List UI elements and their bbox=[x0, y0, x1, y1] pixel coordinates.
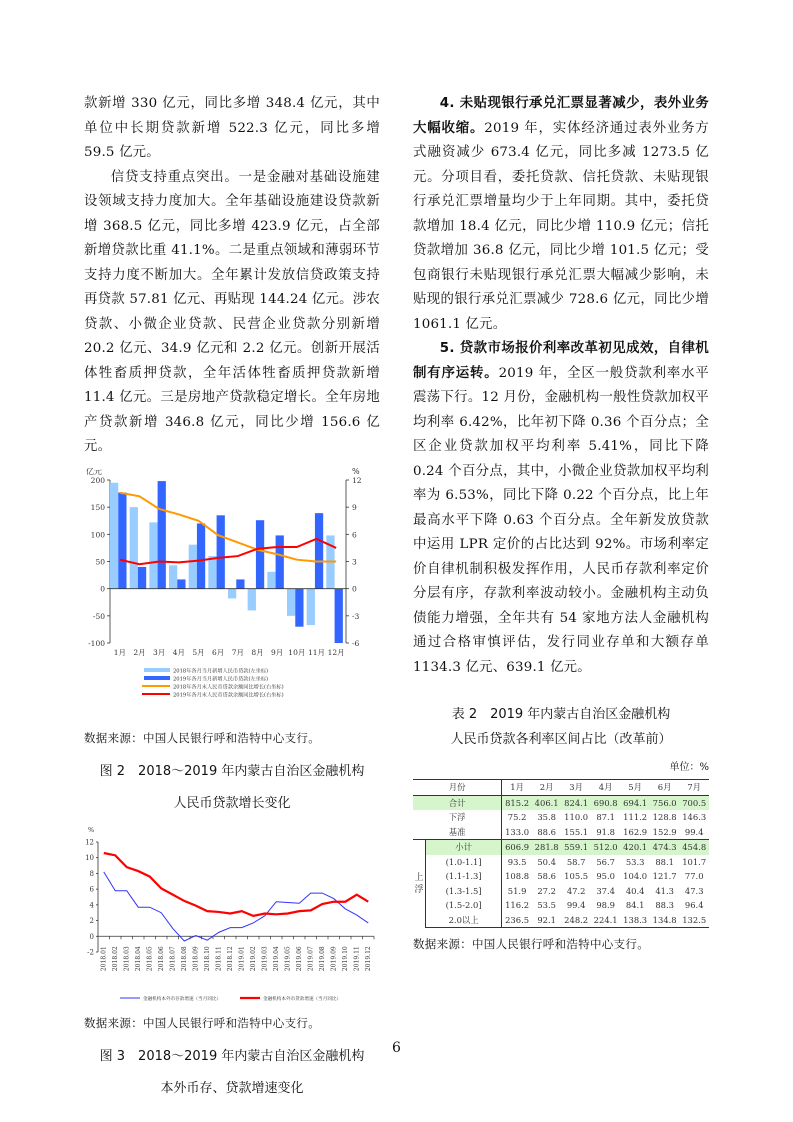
header-cell: 7月 bbox=[679, 780, 709, 796]
table-cell: 35.8 bbox=[537, 812, 556, 823]
table-cell: 98.9 bbox=[596, 900, 615, 911]
x-axis-tick: 2019.12 bbox=[365, 945, 373, 971]
table-cell: 99.4 bbox=[684, 826, 704, 837]
bar bbox=[267, 571, 275, 588]
row-label: (1.5-2.0] bbox=[426, 898, 502, 913]
table-cell: 58.6 bbox=[537, 871, 556, 882]
section5-paragraph bbox=[413, 337, 709, 680]
figure2-caption-line1: 图 2 2018～2019 年内蒙古自治区金融机构 bbox=[99, 763, 365, 779]
table2-caption-line1: 表 2 2019 年内蒙古自治区金融机构 bbox=[451, 707, 671, 722]
table-cell: 606.9 bbox=[502, 840, 532, 855]
table-cell: 236.5 bbox=[502, 913, 532, 928]
table-cell: 96.4 bbox=[684, 900, 704, 911]
right-axis-tick: -6 bbox=[352, 638, 360, 648]
table-cell: 559.1 bbox=[561, 840, 591, 855]
legend-label: 2018年各月末人民币贷款余额同比增长(右坐标) bbox=[173, 684, 284, 690]
table-cell: 75.2 bbox=[507, 812, 527, 823]
x-axis-tick: 2018.02 bbox=[112, 945, 120, 971]
table-cell: 105.5 bbox=[564, 871, 589, 882]
right-axis-tick: -3 bbox=[352, 611, 360, 621]
table-cell: 41.3 bbox=[655, 885, 674, 896]
x-axis-tick: 2018.06 bbox=[158, 945, 166, 971]
table-row bbox=[413, 810, 709, 825]
table-cell: 454.8 bbox=[679, 840, 709, 855]
x-axis-tick: 2018.10 bbox=[204, 945, 212, 971]
bar bbox=[276, 535, 284, 588]
table-cell: 152.9 bbox=[652, 826, 677, 837]
table-cell: 474.3 bbox=[650, 840, 680, 855]
x-axis-tick: 1月 bbox=[113, 647, 126, 657]
bar bbox=[256, 520, 264, 588]
table-cell: 108.8 bbox=[505, 871, 530, 882]
table-cell: 77.0 bbox=[684, 871, 704, 882]
table-cell: 47.3 bbox=[684, 885, 704, 896]
header-cell-month: 月份 bbox=[413, 780, 502, 796]
header-cell: 5月 bbox=[620, 780, 650, 796]
legend-label: 2019年各月末人民币贷款余额同比增长(右坐标) bbox=[173, 692, 284, 698]
section5-heading: 5. 贷款市场报价利率改革初见成效，自律机制有序运转。 bbox=[413, 341, 709, 381]
table-row bbox=[413, 825, 709, 840]
left-axis-tick: 50 bbox=[95, 557, 105, 566]
header-cell: 1月 bbox=[502, 780, 532, 796]
bar bbox=[208, 556, 216, 589]
table-row bbox=[413, 898, 709, 913]
section4-body: 2019 年，实体经济通过表外业务方式融资减少 673.4 亿元，同比多减 1273.5 亿元。分项目看，委托贷款、信托贷款、未贴现银行承兑汇票增量均少于上年同期。其中，委托贷款增加 18.4 亿元，同比少增 110.9 亿元；信托贷款增加 36.8 亿元，同比少增 101.5 亿元；受包商银行未贴现银行承兑汇票大幅减少影响，未贴现的银行承兑汇票减少 728.6 亿元，同比少增 1061.1 亿元。 bbox=[413, 120, 709, 332]
bar bbox=[197, 523, 205, 588]
line-series bbox=[104, 853, 369, 916]
interest-rate-table bbox=[413, 779, 709, 928]
bar bbox=[248, 588, 256, 610]
x-axis-tick: 10月 bbox=[288, 647, 306, 657]
x-axis-tick: 2019.10 bbox=[342, 945, 350, 971]
bar bbox=[149, 522, 157, 588]
y-axis-tick: 4 bbox=[89, 900, 94, 909]
bar bbox=[138, 566, 146, 588]
table-cell: 110.0 bbox=[564, 812, 589, 823]
table-cell: 53.5 bbox=[537, 900, 556, 911]
x-axis-tick: 2018.03 bbox=[123, 945, 131, 971]
table-cell: 88.6 bbox=[537, 826, 556, 837]
table-row bbox=[413, 840, 709, 855]
bar bbox=[236, 579, 244, 588]
bar bbox=[217, 515, 225, 588]
table-cell: 132.5 bbox=[679, 913, 709, 928]
x-axis-tick: 11月 bbox=[307, 647, 326, 657]
x-axis-tick: 2018.12 bbox=[227, 945, 235, 971]
bar bbox=[287, 588, 295, 615]
x-axis-tick: 2019.11 bbox=[353, 945, 361, 971]
table-cell: 146.3 bbox=[682, 812, 707, 823]
legend-label: 2018年各月当月新增人民币贷款(左坐标) bbox=[173, 668, 269, 674]
table-cell: 690.8 bbox=[591, 795, 621, 810]
table-cell: 27.2 bbox=[537, 885, 556, 896]
header-cell: 6月 bbox=[650, 780, 680, 796]
right-axis-unit: % bbox=[352, 467, 360, 476]
x-axis-tick: 12月 bbox=[327, 647, 345, 657]
table2-block bbox=[413, 702, 709, 952]
table-cell: 162.9 bbox=[623, 826, 648, 837]
section5-body: 2019 年，全区一般贷款利率水平震荡下行。12 月份，金融机构一般性贷款加权平均利率 6.42%，比年初下降 0.36 个百分点；全区企业贷款加权平均利率 5.41%，同比下降 0.24 个百分点，其中，小微企业贷款加权平均利率为 6.53%，同比下降 0.22 个百分点，比上年最高水平下降 0.63 个百分点。全年新发放贷款中运用 LPR 定价的占比达到 92%。市场利率定价自律机制积极发挥作用，人民币存款利率定价分层有序，存款利率波动较小。金融机构主动负债能力增强，全年共有 54 家地方法人金融机构通过合格审慎评估，发行同业存单和大额存单 1134.3 亿元、639.1 亿元。 bbox=[413, 365, 710, 675]
page-number: 6 bbox=[392, 1040, 401, 1056]
table-row bbox=[413, 795, 709, 810]
figure3-caption-line1: 图 3 2018～2019 年内蒙古自治区金融机构 bbox=[99, 1048, 365, 1064]
figure2-source: 数据来源：中国人民银行呼和浩特中心支行。 bbox=[84, 730, 320, 745]
table-cell: 224.1 bbox=[591, 913, 621, 928]
x-axis-tick: 2018.05 bbox=[146, 945, 154, 971]
table-row bbox=[413, 869, 709, 884]
table-cell: 155.1 bbox=[564, 826, 589, 837]
table-row bbox=[413, 855, 709, 870]
table-cell: 37.4 bbox=[596, 885, 615, 896]
table-cell: 815.2 bbox=[502, 795, 532, 810]
left-axis-tick: 200 bbox=[90, 475, 105, 485]
table-cell: 104.0 bbox=[623, 871, 648, 882]
y-axis-tick: 2 bbox=[89, 916, 94, 925]
x-axis-tick: 2018.07 bbox=[169, 945, 177, 971]
left-axis-tick: 0 bbox=[100, 584, 105, 594]
left-axis-tick: 100 bbox=[90, 529, 105, 539]
bar bbox=[315, 513, 323, 589]
row-label: 下浮 bbox=[413, 810, 502, 825]
right-axis-tick: 0 bbox=[352, 584, 357, 594]
row-label: 小计 bbox=[426, 840, 502, 855]
x-axis-tick: 8月 bbox=[251, 647, 264, 657]
bar bbox=[158, 481, 166, 589]
bar bbox=[307, 588, 315, 624]
x-axis-tick: 2019.09 bbox=[330, 945, 338, 971]
table-cell: 420.1 bbox=[620, 840, 650, 855]
x-axis-tick: 2018.04 bbox=[135, 945, 143, 971]
table-cell: 406.1 bbox=[532, 795, 562, 810]
bar bbox=[189, 544, 197, 588]
y-axis-tick: -2 bbox=[87, 948, 94, 956]
figure2-caption-line2: 人民币贷款增长变化 bbox=[173, 795, 291, 811]
table-cell: 111.2 bbox=[623, 812, 648, 823]
table-cell: 99.4 bbox=[566, 900, 586, 911]
row-label: 基准 bbox=[413, 825, 502, 840]
table-cell: 40.4 bbox=[625, 885, 645, 896]
bar bbox=[295, 588, 303, 626]
bar bbox=[228, 588, 236, 598]
table-row bbox=[413, 884, 709, 899]
legend-label: 金融机构本外币存款增速（当月同比） bbox=[143, 996, 222, 1002]
table-cell: 51.9 bbox=[507, 885, 527, 896]
x-axis-tick: 2019.03 bbox=[261, 945, 269, 971]
section4-heading: 4. 未贴现银行承兑汇票显著减少，表外业务大幅收缩。 bbox=[413, 96, 709, 136]
right-axis-tick: 9 bbox=[352, 502, 357, 512]
table-cell: 56.7 bbox=[596, 856, 615, 867]
row-label: (1.1-1.3] bbox=[426, 869, 502, 884]
legend-swatch bbox=[144, 668, 170, 672]
left-axis-tick: -50 bbox=[92, 611, 105, 621]
line-series bbox=[104, 871, 369, 940]
table2-source: 数据来源：中国人民银行呼和浩特中心支行。 bbox=[413, 937, 649, 951]
table-cell: 138.3 bbox=[620, 913, 650, 928]
header-cell: 4月 bbox=[591, 780, 621, 796]
right-axis-tick: 6 bbox=[352, 529, 357, 539]
table-cell: 58.7 bbox=[566, 856, 586, 867]
row-label: 2.0以上 bbox=[426, 913, 502, 928]
y-axis-tick: 10 bbox=[85, 853, 94, 862]
x-axis-tick: 2018.11 bbox=[215, 945, 223, 971]
x-axis-tick: 7月 bbox=[231, 647, 244, 657]
table-cell: 101.7 bbox=[682, 856, 707, 867]
paragraph-loans: 款新增 330 亿元，同比多增 348.4 亿元，其中单位中长期贷款新增 522.3 亿元，同比多增 59.5 亿元。 bbox=[84, 96, 380, 160]
table-cell: 53.3 bbox=[625, 856, 645, 867]
x-axis-tick: 9月 bbox=[271, 647, 284, 657]
x-axis-tick: 2019.05 bbox=[284, 945, 292, 971]
table-cell: 134.8 bbox=[650, 913, 680, 928]
x-axis-tick: 2019.01 bbox=[238, 945, 246, 971]
table-cell: 133.0 bbox=[505, 826, 530, 837]
x-axis-tick: 2019.02 bbox=[250, 945, 258, 971]
table-cell: 87.1 bbox=[596, 812, 615, 823]
right-axis-tick: 3 bbox=[352, 557, 357, 566]
table-cell: 88.1 bbox=[655, 856, 674, 867]
paragraph-credit-support: 信贷支持重点突出。一是金融对基础设施建设领域支持力度加大。全年基础设施建设贷款新增 368.5 亿元，同比多增 423.9 亿元，占全部新增贷款比重 41.1%。二是重点领域和薄弱环节支持力度不断加大。全年累计发放信贷政策支持再贷款 57.81 亿元、再贴现 144.24 亿元。涉农贷款、小微企业贷款、民营企业贷款分别新增 20.2 亿元、34.9 亿元和 2.2 亿元。创新开展活体牲畜质押贷款，全年活体牲畜质押贷款新增 11.4 亿元。三是房地产贷款稳定增长。全年房地产贷款新增 346.8 亿元，同比少增 156.6 亿元。 bbox=[84, 169, 380, 454]
y-axis-tick: 0 bbox=[89, 932, 94, 941]
x-axis-tick: 2018.01 bbox=[100, 945, 108, 971]
x-axis-tick: 4月 bbox=[172, 647, 185, 657]
table-cell: 512.0 bbox=[591, 840, 621, 855]
x-axis-tick: 2018.08 bbox=[181, 945, 189, 971]
table-cell: 694.1 bbox=[620, 795, 650, 810]
x-axis-tick: 3月 bbox=[153, 647, 166, 657]
table-cell: 84.1 bbox=[625, 900, 645, 911]
legend-label: 2019年各月当月新增人民币贷款(左坐标) bbox=[173, 676, 269, 682]
table-cell: 756.0 bbox=[650, 795, 680, 810]
x-axis-tick: 2019.08 bbox=[319, 945, 327, 971]
figure3-source: 数据来源：中国人民银行呼和浩特中心支行。 bbox=[84, 1015, 320, 1030]
figure2-chart bbox=[84, 468, 380, 722]
row-label: (1.0-1.1] bbox=[426, 855, 502, 870]
y-axis-unit: % bbox=[88, 825, 95, 834]
table-cell: 281.8 bbox=[532, 840, 562, 855]
table-cell: 88.3 bbox=[655, 900, 674, 911]
y-axis-tick: 12 bbox=[85, 838, 94, 846]
table-cell: 50.4 bbox=[537, 856, 556, 867]
group-label-upfloat: 上浮 bbox=[413, 840, 426, 928]
x-axis-tick: 6月 bbox=[212, 647, 225, 657]
table-cell: 92.1 bbox=[532, 913, 562, 928]
bar bbox=[177, 579, 185, 588]
x-axis-tick: 5月 bbox=[192, 647, 205, 657]
row-label: (1.3-1.5] bbox=[426, 884, 502, 899]
header-cell: 2月 bbox=[532, 780, 562, 796]
table-cell: 93.5 bbox=[507, 856, 527, 867]
row-label: 合计 bbox=[413, 795, 502, 810]
figure3-chart bbox=[84, 822, 380, 1011]
right-column bbox=[413, 92, 709, 952]
table-cell: 116.2 bbox=[505, 900, 530, 911]
bar bbox=[130, 507, 138, 589]
table-cell: 95.0 bbox=[596, 871, 615, 882]
x-axis-tick: 2019.04 bbox=[273, 945, 281, 971]
table-cell: 248.2 bbox=[561, 913, 591, 928]
x-axis-tick: 2月 bbox=[133, 647, 146, 657]
x-axis-tick: 2019.07 bbox=[307, 945, 315, 971]
table-cell: 128.8 bbox=[652, 812, 677, 823]
legend-swatch bbox=[144, 676, 170, 680]
section4-paragraph bbox=[413, 92, 709, 337]
table-row bbox=[413, 913, 709, 928]
figure3-caption-line2: 本外币存、贷款增速变化 bbox=[160, 1080, 304, 1096]
left-column bbox=[84, 92, 380, 1105]
bar bbox=[110, 482, 118, 588]
header-cell: 3月 bbox=[561, 780, 591, 796]
loan-growth-bar-line-chart bbox=[84, 468, 380, 718]
left-axis-tick: -100 bbox=[88, 638, 105, 648]
left-axis-tick: 150 bbox=[90, 502, 105, 512]
table-cell: 91.8 bbox=[596, 826, 615, 837]
y-axis-tick: 8 bbox=[89, 869, 94, 878]
table-header-row bbox=[413, 780, 709, 796]
table2-caption-line2: 人民币贷款各利率区间占比（改革前） bbox=[450, 732, 672, 747]
deposit-loan-growth-line-chart bbox=[84, 822, 380, 1007]
table-cell: 121.7 bbox=[652, 871, 677, 882]
legend-label: 金融机构本外币贷款增速（当月同比） bbox=[263, 996, 342, 1002]
y-axis-tick: 6 bbox=[89, 885, 94, 894]
bar bbox=[118, 492, 126, 588]
table-cell: 824.1 bbox=[561, 795, 591, 810]
bar bbox=[335, 588, 343, 642]
table-cell: 47.2 bbox=[566, 885, 586, 896]
table2-unit: 单位：% bbox=[669, 762, 709, 773]
x-axis-tick: 2018.09 bbox=[192, 945, 200, 971]
x-axis-tick: 2019.06 bbox=[296, 945, 304, 971]
bar bbox=[169, 565, 177, 588]
left-axis-unit: 亿元 bbox=[86, 467, 102, 476]
table-cell: 700.5 bbox=[679, 795, 709, 810]
right-axis-tick: 12 bbox=[352, 475, 362, 485]
